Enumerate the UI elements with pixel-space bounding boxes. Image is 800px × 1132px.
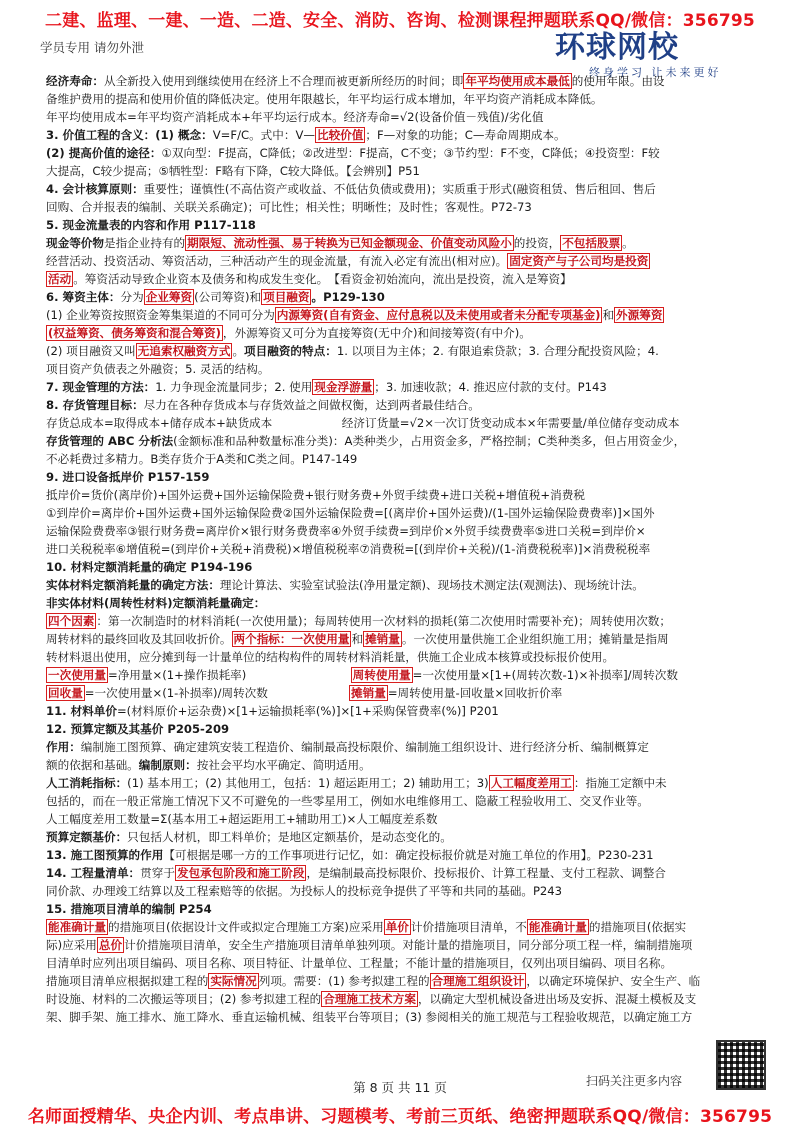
text-line xyxy=(46,738,764,756)
text-line xyxy=(46,666,764,684)
text-line xyxy=(46,846,764,864)
text-line xyxy=(46,918,764,936)
text-run: 不必耗费过多精力。B类存货介于A类和C类之间。P147-149 xyxy=(46,452,358,466)
text-run: 包括的，而在一般正常施工情况下又不可避免的一些零星用工，例如水电维修用工、隐蔽工程验收用工、交叉作业等。 xyxy=(46,794,649,808)
text-run: 列项。需要：(1) 参考拟建工程的 xyxy=(258,974,430,988)
text-line xyxy=(46,414,764,432)
text-line xyxy=(46,612,764,630)
text-line xyxy=(46,1008,764,1026)
text-run: 大提高，C较少提高；⑤牺牲型：F略有下降，C较大降低。【会辨别】P51 xyxy=(46,164,420,178)
document-body xyxy=(46,72,764,1072)
bold-heading: 经济寿命： xyxy=(46,74,104,88)
highlight-box: 实际情况 xyxy=(210,974,257,988)
text-run: =净用量×(1+操作损耗率) xyxy=(107,668,351,682)
highlight-box: 期限短、流动性强、易于转换为已知金额现金、价值变动风险小 xyxy=(187,236,512,250)
bold-heading: 3. 价值工程的含义：(1) 概念： xyxy=(46,128,213,142)
text-line xyxy=(46,126,764,144)
text-run: 贯穿于 xyxy=(140,866,175,880)
text-run: ，以确定大型机械设备进出场及安拆、混凝土模板及支 xyxy=(417,992,697,1006)
highlight-box: 固定资产与子公司均是投资 xyxy=(509,254,649,268)
text-run: 进口关税税率⑥增值税=(到岸价+关税+消费税)×增值税税率⑦消费税=[(到岸价+关税)/(1-消费税税率)]×消费税税率 xyxy=(46,542,651,556)
text-line xyxy=(46,216,764,234)
highlight-box: 发包承包阶段和施工阶段 xyxy=(176,866,305,880)
subhead-notice: 学员专用 请勿外泄 xyxy=(40,40,144,55)
text-line xyxy=(46,882,764,900)
text-line xyxy=(46,324,764,342)
text-run: ①双向型：F提高，C降低；②改进型：F提高，C不变；③节约型：F不变，C降低；④投资型：F较 xyxy=(161,146,660,160)
highlight-box: 无追索权融资方式 xyxy=(137,344,231,358)
text-line xyxy=(46,108,764,126)
text-run: 。一次使用量供施工企业组织施工用；摊销量是指周 xyxy=(401,632,669,646)
text-run: 目清单时应列出项目编码、项目名称、项目特征、计量单位、工程量；不能计量的措施项目，仅列出项目编码、项目名称。 xyxy=(46,956,673,970)
highlight-box: 能准确计量 xyxy=(48,920,106,934)
text-line xyxy=(46,450,764,468)
text-run: 按社会平均水平确定、简明适用。 xyxy=(196,758,371,772)
text-run: 和 xyxy=(351,632,364,646)
highlight-box: 能准确计量 xyxy=(528,920,587,934)
text-run: 的措施项目(依据设计文件或拟定合理施工方案)应采用 xyxy=(107,920,384,934)
text-line xyxy=(46,630,764,648)
text-run: 【可根据是哪一方的工作事项进行记忆，如：确定投标报价就是对施工单位的作用】。P230-231 xyxy=(163,848,654,862)
text-run: 尽力在各种存货成本与存货效益之间做权衡，达到两者最佳结合。 xyxy=(143,398,480,412)
text-line xyxy=(46,522,764,540)
text-line xyxy=(46,486,764,504)
text-run: 存货总成本=取得成本+储存成本+缺货成本 经济订货量=√2×一次订货变动成本×年需要量/单位储存变动成本 xyxy=(46,416,680,430)
highlight-box: 合理施工技术方案 xyxy=(323,992,416,1006)
text-line xyxy=(46,558,764,576)
text-run: 编制施工图预算、确定建筑安装工程造价、编制最高投标限价、编制施工组织设计、进行经济分析、编制概算定 xyxy=(80,740,649,754)
qr-code-icon[interactable] xyxy=(716,1040,766,1090)
highlight-box: 合理施工组织设计 xyxy=(431,974,525,988)
text-run: 际)应采用 xyxy=(46,938,97,952)
text-run: =一次使用量×[1+(周转次数-1)×补损率]/周转次数 xyxy=(412,668,678,682)
text-line xyxy=(46,342,764,360)
text-line xyxy=(46,432,764,450)
text-run: 计价措施项目清单，安全生产措施项目清单单独列项。对能计量的措施项目，同分部分项工程一样，编制措施项 xyxy=(124,938,693,952)
bold-heading: 7. 现金管理的方法： xyxy=(46,380,156,394)
text-run: 措施项目清单应根据拟建工程的 xyxy=(46,974,209,988)
text-run: ；F—对象的功能；C—寿命周期成本。 xyxy=(365,128,566,142)
text-line xyxy=(46,756,764,774)
bold-heading: 非实体材料(周转性材料)定额消耗量确定： xyxy=(46,596,266,610)
text-line xyxy=(46,234,764,252)
text-run: 备维护费用的提高和使用价值的降低决定。使用年限越长，年平均运行成本增加，年平均资产消耗成本降低。 xyxy=(46,92,603,106)
text-line xyxy=(46,972,764,990)
text-line xyxy=(46,792,764,810)
text-run: 理论计算法、实验室试验法(净用量定额)、现场技术测定法(观测法)、现场统计法。 xyxy=(219,578,644,592)
top-banner: 二建、监理、一建、一造、二造、安全、消防、咨询、检测课程押题联系QQ/微信：356795 xyxy=(45,11,755,31)
highlight-box: 年平均使用成本最低 xyxy=(465,74,570,88)
bold-heading: 10. 材料定额消耗量的确定 P194-196 xyxy=(46,560,253,574)
bold-heading: 13. 施工图预算的作用 xyxy=(46,848,164,862)
page-number: 第 8 页 共 11 页 xyxy=(353,1080,447,1095)
text-run: 转材料退出使用，应分摊到每一计量单位的结构构件的周转材料消耗量，供施工企业成本核算或投标报价使用。 xyxy=(46,650,615,664)
bold-heading: 人工消耗指标： xyxy=(46,776,128,790)
highlight-box: 回收量 xyxy=(48,686,83,700)
highlight-box: 活动 xyxy=(48,272,72,286)
bold-heading: 6. 筹资主体： xyxy=(46,290,121,304)
qr-note: 扫码关注更多内容 xyxy=(586,1074,683,1088)
bold-heading: 9. 进口设备抵岸价 P157-159 xyxy=(46,470,210,484)
text-run: ，是编制最高投标限价、投标报价、计算工程量、支付工程款、调整合 xyxy=(306,866,666,880)
text-line xyxy=(46,954,764,972)
text-run: 重要性；谨慎性(不高估资产或收益、不低估负债或费用)；实质重于形式(融资租赁、售后租回、售后 xyxy=(143,182,656,196)
text-run: 只包括人材机，即工料单价；是地区定额基价，是动态变化的。 xyxy=(127,830,452,844)
bold-heading: 4. 会计核算原则： xyxy=(46,182,144,196)
text-run: 的使用年限。由设 xyxy=(571,74,665,88)
highlight-box: 项目融资 xyxy=(263,290,310,304)
text-line xyxy=(46,936,764,954)
bold-heading: (2) 提高价值的途径： xyxy=(46,146,162,160)
bold-heading: 11. 材料单价 xyxy=(46,704,117,718)
text-run: V=F/C。式中：V— xyxy=(212,128,315,142)
text-line xyxy=(46,288,764,306)
text-run: 是指企业持有的 xyxy=(103,236,186,250)
text-run: (2) 项目融资又叫 xyxy=(46,344,136,358)
bold-heading: 作用： xyxy=(46,740,81,754)
text-line xyxy=(46,648,764,666)
text-line xyxy=(46,90,764,108)
text-line xyxy=(46,702,764,720)
text-line xyxy=(46,900,764,918)
text-run: 分为 xyxy=(120,290,144,304)
text-run: 的措施项目(依据实 xyxy=(588,920,687,934)
text-line xyxy=(46,468,764,486)
highlight-box: 摊销量 xyxy=(351,686,386,700)
highlight-box: 单价 xyxy=(385,920,409,934)
text-line xyxy=(46,360,764,378)
text-line xyxy=(46,864,764,882)
text-run: 年平均使用成本=年平均资产消耗成本+年平均运行成本。经济寿命=√2(设备价值－残值)/劣化值 xyxy=(46,110,544,124)
text-run: ：指施工定额中未 xyxy=(573,776,667,790)
highlight-box: (权益筹资、债务筹资和混合筹资) xyxy=(48,326,221,340)
bold-heading: 14. 工程量清单： xyxy=(46,866,141,880)
text-line xyxy=(46,540,764,558)
highlight-box: 周转使用量 xyxy=(352,668,411,682)
text-run: 。筹资活动导致企业资本及债务和构成发生变化。 【看资金初始流向，流出是投资，流入是筹资】 xyxy=(73,272,572,286)
highlight-box: 一次使用量 xyxy=(48,668,106,682)
bottom-banner: 名师面授精华、央企内训、考点串讲、习题模考、考前三页纸、绝密押题联系QQ/微信：356795 xyxy=(27,1107,773,1127)
highlight-box: 比较价值 xyxy=(316,128,364,142)
text-line xyxy=(46,270,764,288)
highlight-box: 企业筹资 xyxy=(145,290,193,304)
text-line xyxy=(46,180,764,198)
logo-text: 环球网校 xyxy=(555,30,679,65)
text-line xyxy=(46,144,764,162)
highlight-box: 两个指标：一次使用量 xyxy=(233,632,350,646)
text-line xyxy=(46,504,764,522)
text-run: ：第一次制造时的材料消耗(一次使用量)；每周转使用一次材料的损耗(第二次使用时需要补充)；周转使用次数； xyxy=(96,614,671,628)
highlight-box: 外源筹资 xyxy=(616,308,663,322)
text-line xyxy=(46,306,764,324)
text-run: ，外源筹资又可分为直接筹资(无中介)和间接筹资(有中介)。 xyxy=(222,326,531,340)
text-run: 回购、合并报表的编制、关联关系确定)；可比性；相关性；明晰性；及时性；客观性。P72-73 xyxy=(46,200,532,214)
text-line xyxy=(46,576,764,594)
highlight-box: 四个因素 xyxy=(48,614,95,628)
text-line xyxy=(46,378,764,396)
text-line xyxy=(46,198,764,216)
text-line xyxy=(46,252,764,270)
highlight-box: 内源筹资(自有资金、应付息税以及未使用或者未分配专项基金) xyxy=(276,308,601,322)
text-run: (1) 企业筹资按照资金筹集渠道的不同可分为 xyxy=(46,308,275,322)
text-run: 计价措施项目清单，不 xyxy=(410,920,527,934)
text-run: 额的依据和基础。 xyxy=(46,758,139,772)
text-run: 。 xyxy=(622,236,634,250)
text-run: 经营活动、投资活动、筹资活动，三种活动产生的现金流量，有流入必定有流出(相对应)。 xyxy=(46,254,508,268)
text-run: 的投资， xyxy=(513,236,561,250)
bold-heading: 存货管理的 ABC 分析法 xyxy=(46,434,174,448)
text-line xyxy=(46,810,764,828)
text-run: ①到岸价=离岸价+国外运费+国外运输保险费②国外运输保险费=[(离岸价+国外运费)/(1-国外运输保险费费率)]×国外 xyxy=(46,506,655,520)
bold-heading: 实体材料定额消耗量的确定方法： xyxy=(46,578,220,592)
text-run: 1. 以项目为主体；2. 有限追索贷款；3. 合理分配投资风险；4. xyxy=(336,344,659,358)
text-line xyxy=(46,990,764,1008)
bold-heading: 8. 存货管理目标： xyxy=(46,398,144,412)
text-run: ，以确定环境保护、安全生产、临 xyxy=(526,974,701,988)
bold-heading: 项目融资的特点： xyxy=(244,344,337,358)
logo-slogan: 终身学习 让未来更好 xyxy=(589,66,722,79)
bold-heading: 12. 预算定额及其基价 P205-209 xyxy=(46,722,230,736)
text-run: ；3. 加速收款；4. 推迟应付款的支付。P143 xyxy=(374,380,607,394)
text-run: 和 xyxy=(602,308,615,322)
text-run: 架、脚手架、施工排水、施工降水、垂直运输机械、组装平台等项目；(3) 参阅相关的施工规范与工程验收规范，以确定施工方 xyxy=(46,1010,693,1024)
text-run: 。 xyxy=(232,344,245,358)
text-run: (金额标准和品种数量标准分类)：A类种类少，占用资金多，严格控制；C类种类多，但占用资金少， xyxy=(173,434,686,448)
highlight-box: 摊销量 xyxy=(365,632,400,646)
bold-heading: 编制原则： xyxy=(138,758,197,772)
text-line xyxy=(46,162,764,180)
text-run: 人工幅度差用工数量=Σ(基本用工+超运距用工+辅助用工)×人工幅度差系数 xyxy=(46,812,438,826)
text-run: =一次使用量×(1-补损率)/周转次数 xyxy=(84,686,350,700)
bold-heading: 预算定额基价： xyxy=(46,830,128,844)
text-run: =(材料原价+运杂费)×[1+运输损耗率(%)]×[1+采购保管费率(%)] P201 xyxy=(116,704,499,718)
text-run: 同价款、办理竣工结算以及工程索赔等的依据。为投标人的投标竞争提供了平等和共同的基础。P243 xyxy=(46,884,563,898)
text-run: (公司筹资)和 xyxy=(194,290,262,304)
text-run: 1. 力争现金流量同步；2. 使用 xyxy=(155,380,313,394)
text-line xyxy=(46,720,764,738)
text-run: 从全新投入使用到继续使用在经济上不合理而被更新所经历的时间；即 xyxy=(103,74,464,88)
highlight-box: 现金浮游量 xyxy=(314,380,373,394)
bold-heading: 现金等价物 xyxy=(46,236,104,250)
text-run: 项目资产负债表之外融资；5. 灵活的结构。 xyxy=(46,362,270,376)
text-line xyxy=(46,684,764,702)
text-line xyxy=(46,396,764,414)
bold-heading: 15. 措施项目清单的编制 P254 xyxy=(46,902,212,916)
text-run: 时设施、材料的二次搬运等项目；(2) 参考拟建工程的 xyxy=(46,992,322,1006)
highlight-box: 不包括股票 xyxy=(562,236,621,250)
bold-heading: 。P129-130 xyxy=(311,290,385,304)
text-run: 抵岸价=货价(离岸价)+国外运费+国外运输保险费+银行财务费+外贸手续费+进口关税+增值税+消费税 xyxy=(46,488,585,502)
text-line xyxy=(46,594,764,612)
highlight-box: 人工幅度差用工 xyxy=(490,776,572,790)
text-line xyxy=(46,828,764,846)
bold-heading: 5. 现金流量表的内容和作用 P117-118 xyxy=(46,218,256,232)
text-run: =周转使用量-回收量×回收折价率 xyxy=(387,686,563,700)
highlight-box: 总价 xyxy=(98,938,123,952)
text-line xyxy=(46,774,764,792)
text-run: 周转材料的最终回收及其回收折价。 xyxy=(46,632,232,646)
text-run: 运输保险费费率③银行财务费=离岸价×银行财务费费率④外贸手续费=到岸价×外贸手续费费率⑤进口关税=到岸价× xyxy=(46,524,646,538)
text-run: (1) 基本用工；(2) 其他用工，包括：1) 超运距用工；2) 辅助用工；3) xyxy=(127,776,489,790)
text-line xyxy=(46,72,764,90)
